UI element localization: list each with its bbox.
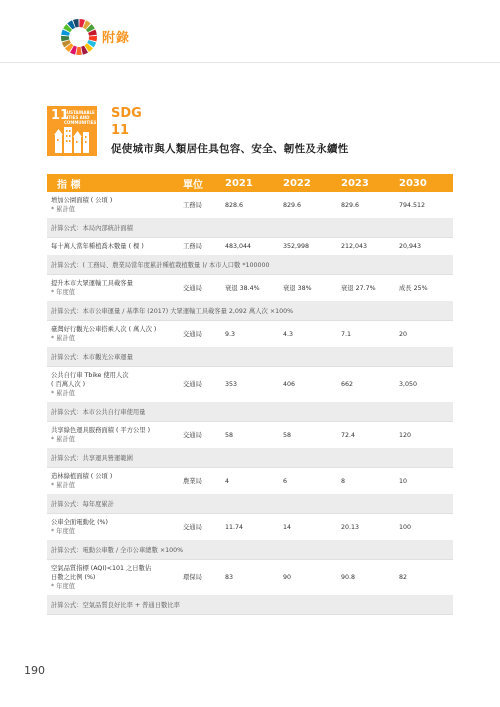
value-cell-2022: 90 [279,560,337,596]
formula-text: 計算公式：本市公共自行車使用量 [47,403,453,422]
unit-cell: 農業局 [179,468,221,495]
value-cell-2030: 3,050 [395,367,453,403]
header-divider [0,62,500,63]
value-cell-2023: 829.6 [337,192,395,219]
indicator-row [47,192,453,219]
indicator-note: * 年度值 [51,583,76,590]
sdg11-goal-icon [47,106,97,156]
value-cell-2023: 212,043 [337,238,395,256]
formula-text: 計算公式：本局內部統計面積 [47,219,453,238]
value-cell-2030: 794.512 [395,192,453,219]
value-cell-2030: 成長 25% [395,275,453,302]
indicator-row [47,422,453,449]
value-cell-2021: 353 [221,367,279,403]
goal-icon-text: SUSTAINABLE CITIES AND COMMUNITIES [64,110,97,125]
indicator-name: 空氣品質指標 (AQI)<101 之日數佔 日數之比例 (%) [51,565,152,581]
value-cell-2023: 7.1 [337,321,395,348]
formula-text: 計算公式：每年度累計 [47,495,453,514]
formula-row [47,541,453,560]
city-buildings-icon [53,123,91,153]
header-2030: 2030 [395,174,453,192]
unit-cell: 工務局 [179,238,221,256]
indicator-note: * 累計值 [51,482,76,489]
indicator-row [47,275,453,302]
value-cell-2021: 58 [221,422,279,449]
formula-row [47,348,453,367]
value-cell-2023: 8 [337,468,395,495]
value-cell-2023: 72.4 [337,422,395,449]
table-header-row [47,174,453,192]
formula-text: 計算公式：共享運具營運範圍 [47,449,453,468]
formula-row [47,449,453,468]
header-indicator: 指 標 [47,174,179,192]
indicator-note: * 累計值 [51,335,76,342]
value-cell-2023: 90.8 [337,560,395,596]
value-cell-2023: 20.13 [337,514,395,541]
unit-cell: 交通局 [179,422,221,449]
header-2021: 2021 [221,174,279,192]
indicator-name: 公共自行車 Tbike 使用人次 ( 百萬人次 ) [51,372,129,388]
unit-cell: 工務局 [179,192,221,219]
formula-text: 計算公式：( 工務局、農業局當年度累計種植栽植數量 )/ 本市人口數 *100000 [47,256,453,275]
value-cell-2030: 20 [395,321,453,348]
header-unit: 單位 [179,174,221,192]
indicator-cell [47,468,179,495]
header-2023: 2023 [337,174,395,192]
unit-cell: 交通局 [179,367,221,403]
goal-title: 促使城市與人類居住具包容、安全、韌性及永續性 [111,143,349,155]
value-cell-2021: 9.3 [221,321,279,348]
indicator-cell [47,192,179,219]
indicator-note: * 累計值 [51,390,76,397]
indicator-name: 提升本市大眾運輸工具載客量 [51,280,133,287]
value-cell-2023: 衰退 27.7% [337,275,395,302]
page-number: 190 [24,664,45,677]
indicator-note: * 年度值 [51,289,76,296]
value-cell-2030: 100 [395,514,453,541]
value-cell-2022: 406 [279,367,337,403]
indicator-name: 增加公園面積 ( 公頃 ) [51,197,113,204]
indicator-row [47,468,453,495]
indicator-row [47,238,453,256]
indicator-cell [47,238,179,256]
value-cell-2021: 11.74 [221,514,279,541]
value-cell-2022: 58 [279,422,337,449]
formula-text: 計算公式：空氣品質良好比率 + 普通日數比率 [47,596,453,615]
indicator-name: 共享綠色運具服務面積 ( 平方公里 ) [51,427,151,434]
indicator-row [47,514,453,541]
unit-cell: 交通局 [179,321,221,348]
indicator-cell [47,275,179,302]
value-cell-2030: 120 [395,422,453,449]
value-cell-2021: 衰退 38.4% [221,275,279,302]
formula-row [47,256,453,275]
indicator-note: * 累計值 [51,206,76,213]
unit-cell: 交通局 [179,514,221,541]
formula-text: 計算公式：電動公車數 / 全市公車總數 ×100% [47,541,453,560]
value-cell-2022: 352,998 [279,238,337,256]
unit-cell: 交通局 [179,275,221,302]
value-cell-2030: 10 [395,468,453,495]
value-cell-2021: 4 [221,468,279,495]
indicator-name: 臺灣好行觀光公車搭乘人次 ( 萬人次 ) [51,326,157,333]
indicator-note: * 累計值 [51,436,76,443]
value-cell-2021: 483,044 [221,238,279,256]
value-cell-2022: 14 [279,514,337,541]
indicator-note: * 年度值 [51,528,76,535]
header-2022: 2022 [279,174,337,192]
value-cell-2022: 衰退 38% [279,275,337,302]
indicator-name: 造林綠植面積 ( 公頃 ) [51,473,113,480]
indicator-cell [47,514,179,541]
sdg-wheel-logo [60,18,98,56]
value-cell-2022: 6 [279,468,337,495]
sdg-number: 11 [111,123,130,138]
goal-icon-number: 11 [51,108,70,123]
indicator-row [47,321,453,348]
sdg-label: SDG [111,106,142,121]
value-cell-2022: 4.3 [279,321,337,348]
formula-row [47,495,453,514]
formula-text: 計算公式：本市觀光公車運量 [47,348,453,367]
formula-row [47,302,453,321]
formula-text: 計算公式：本市公車運量 / 基準年 (2017) 大眾運輸工具載客量 2,092 萬人次 ×100% [47,302,453,321]
value-cell-2022: 829.6 [279,192,337,219]
indicator-table [47,174,453,615]
formula-row [47,219,453,238]
wheel-segment [76,47,82,55]
header-title: 附錄 [102,31,131,46]
indicator-cell [47,560,179,596]
indicator-cell [47,422,179,449]
value-cell-2030: 82 [395,560,453,596]
indicator-name: 每十萬人當年種植喬木數量 ( 棵 ) [51,243,144,250]
table-body [47,192,453,615]
value-cell-2021: 83 [221,560,279,596]
indicator-row [47,367,453,403]
unit-cell: 環保局 [179,560,221,596]
value-cell-2023: 662 [337,367,395,403]
indicator-cell [47,321,179,348]
indicator-name: 公車全面電動化 (%) [51,519,108,526]
indicator-row [47,560,453,596]
indicator-cell [47,367,179,403]
value-cell-2021: 828.6 [221,192,279,219]
formula-row [47,596,453,615]
value-cell-2030: 20,943 [395,238,453,256]
formula-row [47,403,453,422]
